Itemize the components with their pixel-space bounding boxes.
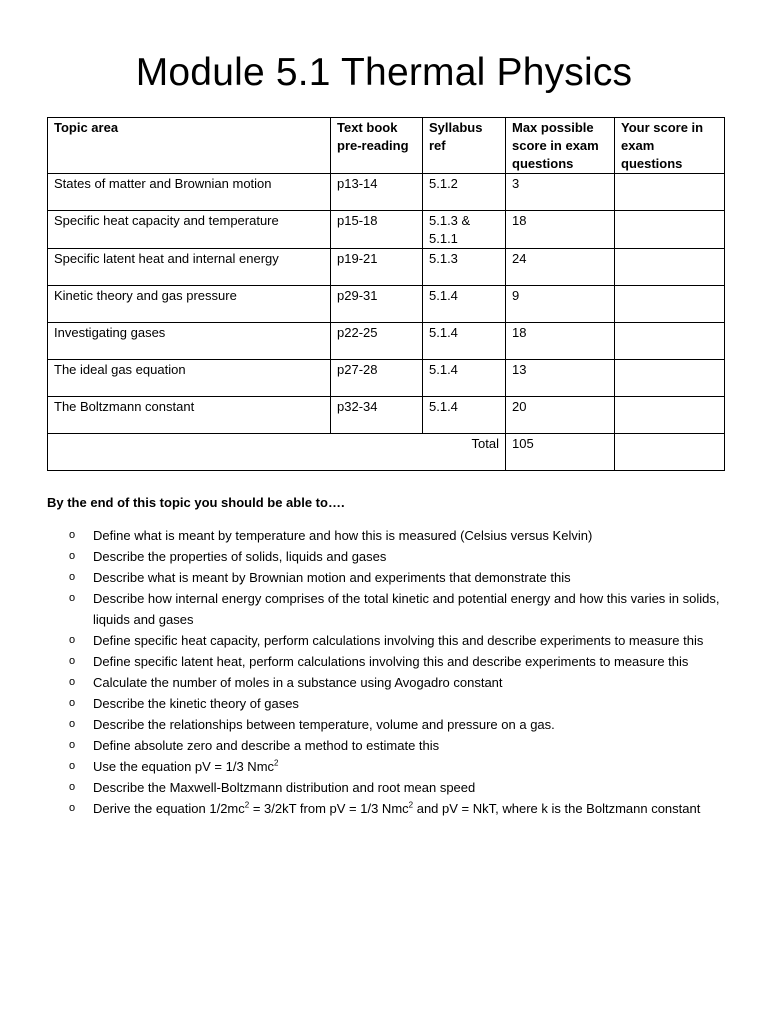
max-score-cell: 24	[506, 249, 615, 286]
bullet-circle-icon: o	[69, 571, 76, 583]
syllabus-cell: 5.1.2	[423, 174, 506, 211]
bullet-circle-icon: o	[69, 781, 76, 793]
header-max-score: Max possible score in exam questions	[506, 118, 615, 174]
objective-item	[47, 777, 727, 798]
total-label: Total	[48, 434, 506, 471]
syllabus-cell: 5.1.3	[423, 249, 506, 286]
objective-item	[47, 546, 727, 567]
superscript: 2	[244, 800, 250, 810]
bullet-circle-icon: o	[69, 718, 76, 730]
max-score-cell: 18	[506, 323, 615, 360]
bullet-circle-icon: o	[69, 550, 76, 562]
objective-text: Describe the kinetic theory of gases	[93, 696, 299, 711]
your-score-cell[interactable]	[615, 323, 725, 360]
topic-cell: Kinetic theory and gas pressure	[48, 286, 331, 323]
topic-cell: Specific heat capacity and temperature	[48, 211, 331, 249]
objective-item	[47, 630, 727, 651]
bullet-circle-icon: o	[69, 634, 76, 646]
objective-text: Describe the Maxwell-Boltzmann distribution and root mean speed	[93, 780, 476, 795]
syllabus-cell: 5.1.4	[423, 360, 506, 397]
topic-cell: Specific latent heat and internal energy	[48, 249, 331, 286]
pages-cell: p29-31	[331, 286, 423, 323]
table-row	[48, 397, 725, 434]
pages-cell: p13-14	[331, 174, 423, 211]
syllabus-cell: 5.1.4	[423, 397, 506, 434]
table-row	[48, 174, 725, 211]
topic-cell: The Boltzmann constant	[48, 397, 331, 434]
objective-text: Define what is meant by temperature and how this is measured (Celsius versus Kelvin)	[93, 528, 593, 543]
objective-text: Calculate the number of moles in a substance using Avogadro constant	[93, 675, 503, 690]
bullet-circle-icon: o	[69, 529, 76, 541]
table-row	[48, 286, 725, 323]
syllabus-cell: 5.1.4	[423, 323, 506, 360]
total-value: 105	[506, 434, 615, 471]
max-score-cell: 9	[506, 286, 615, 323]
objective-text: Describe what is meant by Brownian motion and experiments that demonstrate this	[93, 570, 571, 585]
objective-item	[47, 651, 727, 672]
header-your-score: Your score in exam questions	[615, 118, 725, 174]
topic-cell: States of matter and Brownian motion	[48, 174, 331, 211]
objective-text: = 3/2kT from pV = 1/3 Nmc	[249, 801, 409, 816]
your-score-cell[interactable]	[615, 174, 725, 211]
objective-item	[47, 735, 727, 756]
syllabus-cell: 5.1.3 & 5.1.1	[423, 211, 506, 249]
table-header	[48, 118, 725, 174]
table-body	[48, 174, 725, 471]
objective-text: Define specific heat capacity, perform calculations involving this and describe experiments to measure this	[93, 633, 704, 648]
header-text-book: Text book pre-reading	[331, 118, 423, 174]
objective-text: Describe the relationships between temperature, volume and pressure on a gas.	[93, 717, 555, 732]
objective-item	[47, 672, 727, 693]
objective-item	[47, 798, 727, 819]
objective-text: Define absolute zero and describe a method to estimate this	[93, 738, 440, 753]
objective-text: Derive the equation 1/2mc	[93, 801, 245, 816]
objectives-list	[47, 525, 727, 819]
topic-cell: The ideal gas equation	[48, 360, 331, 397]
topic-cell: Investigating gases	[48, 323, 331, 360]
objective-text: Define specific latent heat, perform calculations involving this and describe experiments to measure this	[93, 654, 689, 669]
superscript: 2	[274, 758, 279, 768]
objective-item	[47, 525, 727, 546]
topics-table	[47, 117, 725, 471]
max-score-cell: 13	[506, 360, 615, 397]
objective-text: Describe how internal energy comprises of the total kinetic and potential energy and how this varies in solids, liquids and gases	[93, 591, 720, 627]
objectives-intro: By the end of this topic you should be able to….	[47, 495, 345, 510]
bullet-circle-icon: o	[69, 655, 76, 667]
superscript: 2	[408, 800, 414, 810]
objective-text: Use the equation pV = 1/3 Nmc	[93, 759, 275, 774]
header-topic-area: Topic area	[48, 118, 331, 174]
bullet-circle-icon: o	[69, 802, 76, 814]
pages-cell: p32-34	[331, 397, 423, 434]
objective-item	[47, 693, 727, 714]
your-score-cell[interactable]	[615, 249, 725, 286]
pages-cell: p27-28	[331, 360, 423, 397]
page-title: Module 5.1 Thermal Physics	[135, 51, 633, 94]
your-score-cell[interactable]	[615, 286, 725, 323]
your-score-cell[interactable]	[615, 397, 725, 434]
objective-item	[47, 714, 727, 735]
objective-text: Describe the properties of solids, liquids and gases	[93, 549, 387, 564]
objective-item	[47, 588, 727, 630]
bullet-circle-icon: o	[69, 697, 76, 709]
table-row	[48, 211, 725, 249]
your-score-cell[interactable]	[615, 211, 725, 249]
total-row	[48, 434, 725, 471]
table-row	[48, 323, 725, 360]
pages-cell: p22-25	[331, 323, 423, 360]
objective-item	[47, 756, 727, 777]
bullet-circle-icon: o	[69, 676, 76, 688]
max-score-cell: 20	[506, 397, 615, 434]
pages-cell: p15-18	[331, 211, 423, 249]
your-score-cell[interactable]	[615, 360, 725, 397]
bullet-circle-icon: o	[69, 592, 76, 604]
max-score-cell: 18	[506, 211, 615, 249]
table-row	[48, 360, 725, 397]
max-score-cell: 3	[506, 174, 615, 211]
objective-text: and pV = NkT, where k is the Boltzmann constant	[413, 801, 701, 816]
bullet-circle-icon: o	[69, 760, 76, 772]
syllabus-cell: 5.1.4	[423, 286, 506, 323]
table-row	[48, 249, 725, 286]
bullet-circle-icon: o	[69, 739, 76, 751]
total-your-score-cell[interactable]	[615, 434, 725, 471]
objective-item	[47, 567, 727, 588]
header-syllabus-ref: Syllabus ref	[423, 118, 506, 174]
pages-cell: p19-21	[331, 249, 423, 286]
